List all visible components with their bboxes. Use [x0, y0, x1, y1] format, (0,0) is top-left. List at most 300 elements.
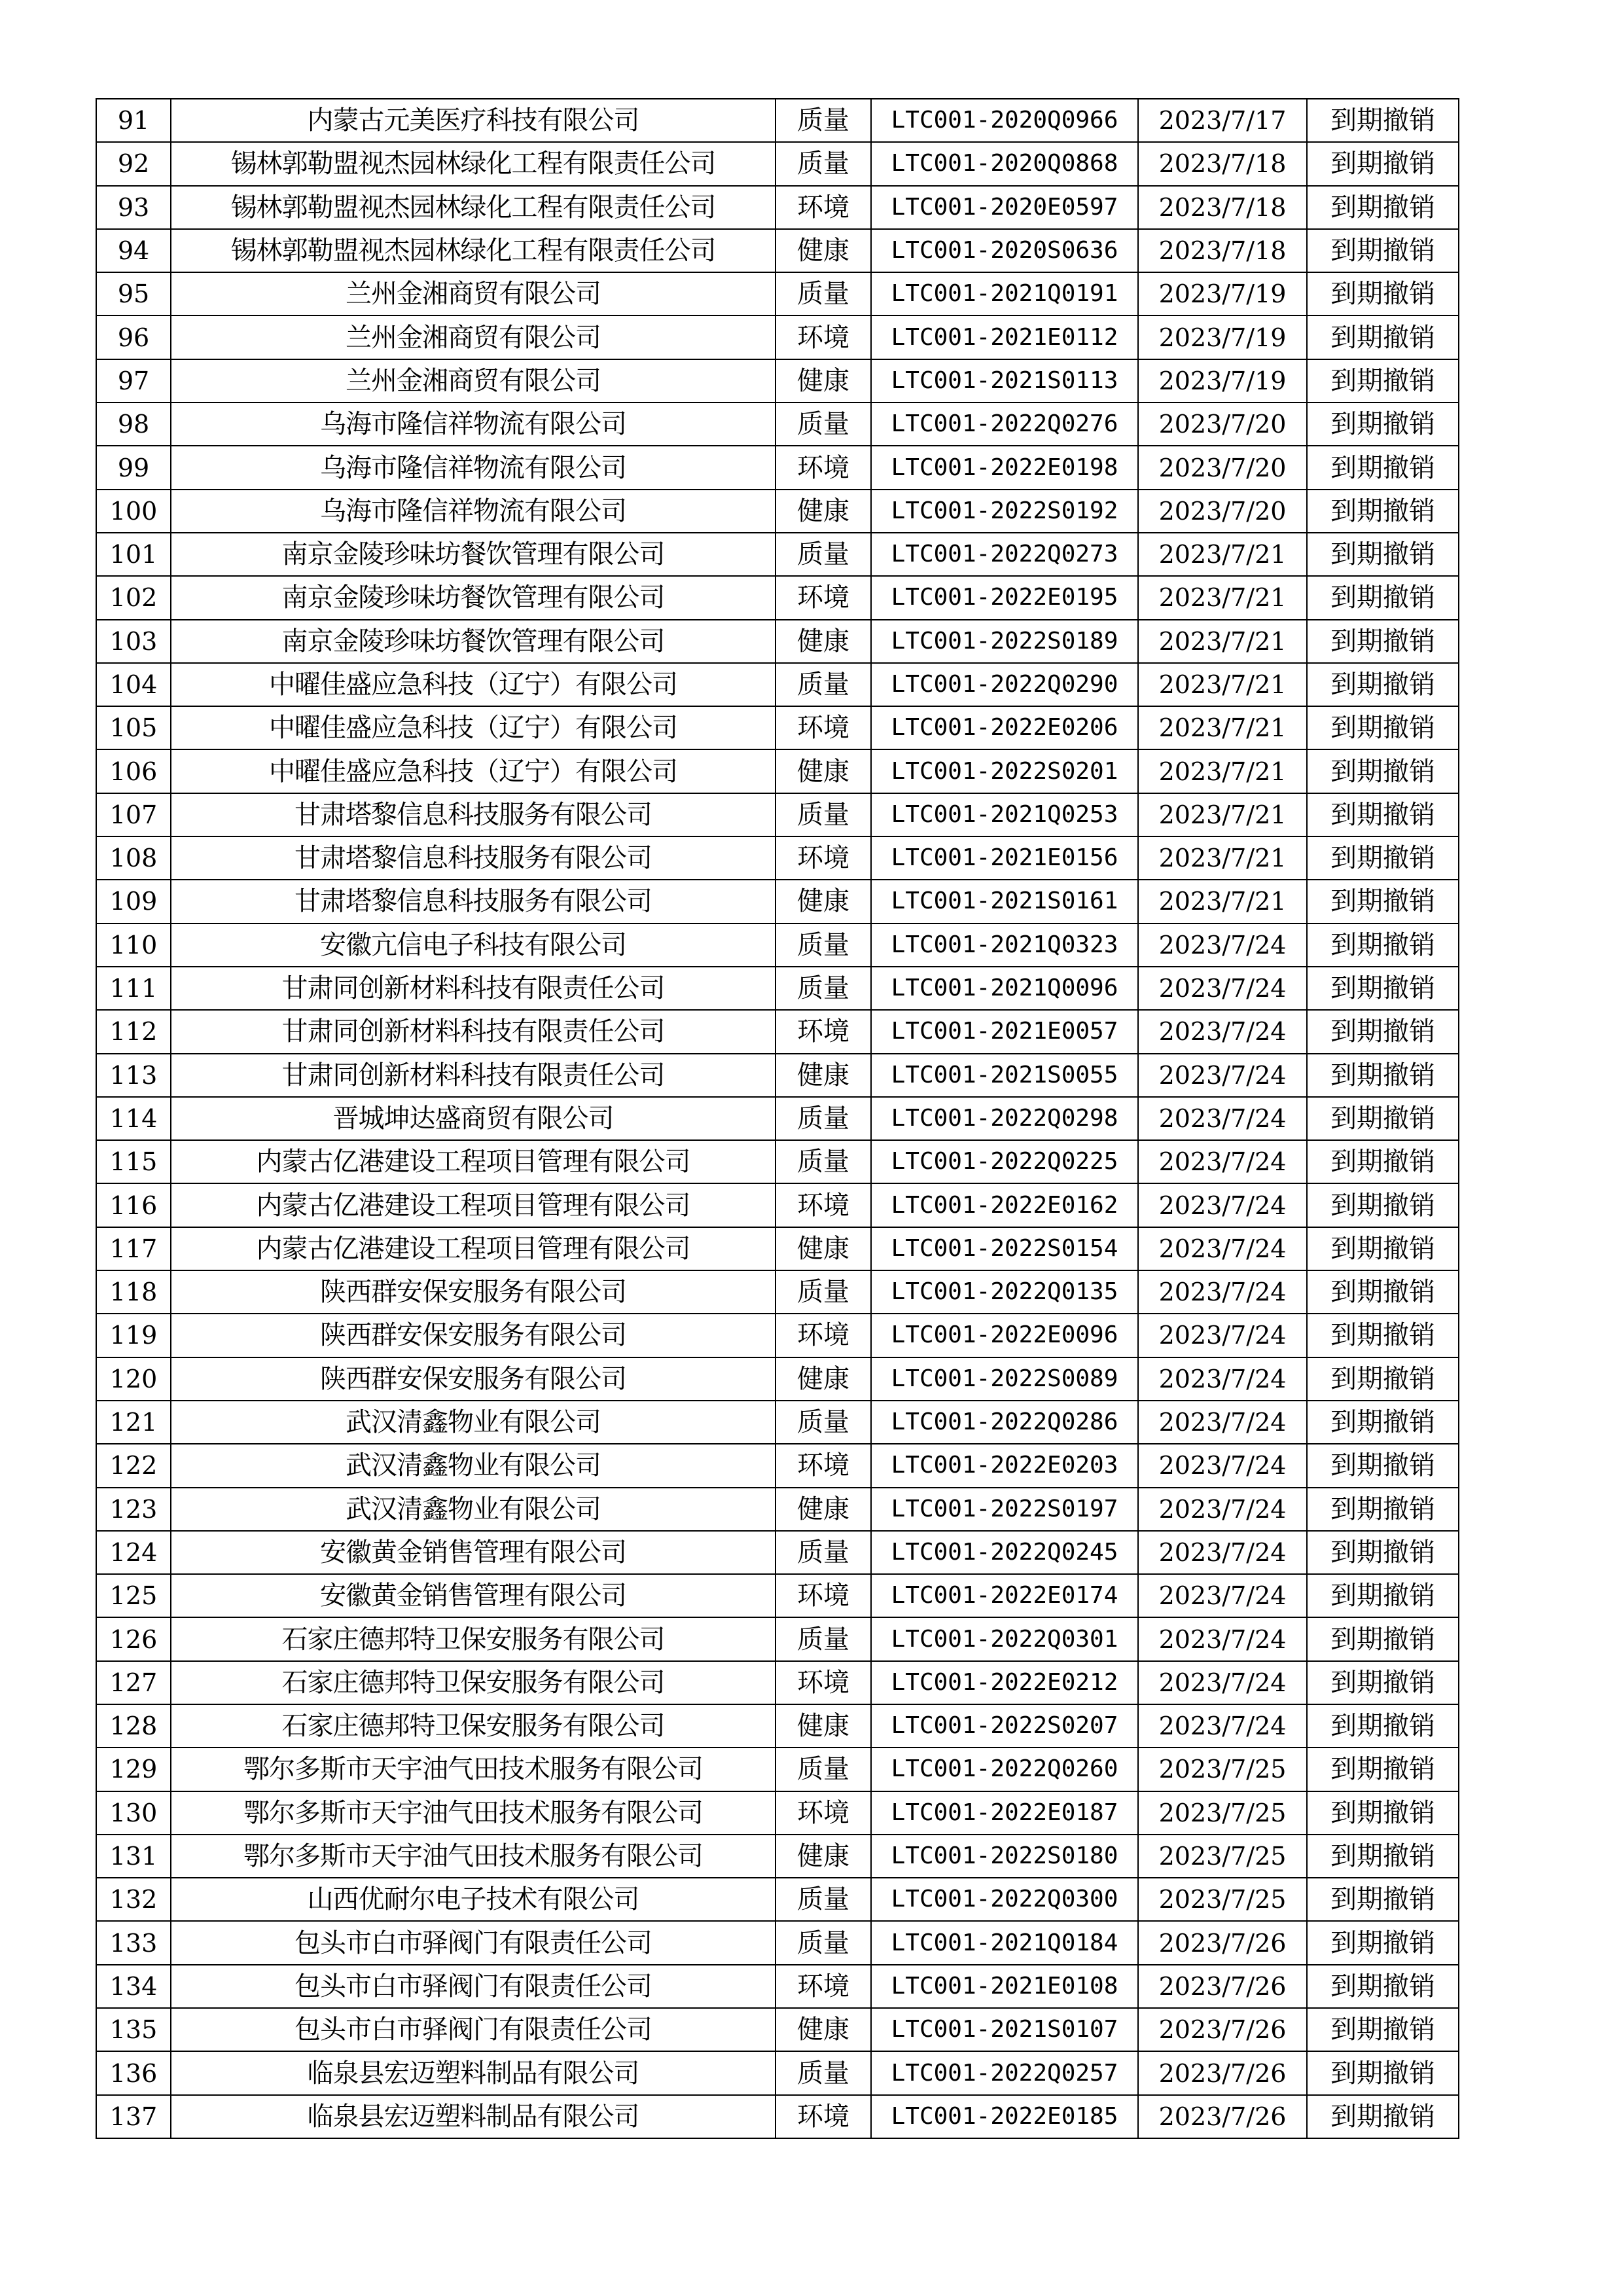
certificate-number: LTC001-2022E0198	[871, 446, 1138, 489]
revocation-date: 2023/7/17	[1138, 99, 1307, 142]
cert-status: 到期撤销	[1307, 186, 1459, 229]
table-row	[96, 576, 1459, 619]
revocation-date: 2023/7/25	[1138, 1835, 1307, 1878]
cert-status: 到期撤销	[1307, 1921, 1459, 1964]
cert-status: 到期撤销	[1307, 142, 1459, 185]
certificate-number: LTC001-2021E0108	[871, 1965, 1138, 2008]
revocation-date: 2023/7/26	[1138, 2095, 1307, 2138]
certificate-number: LTC001-2021E0057	[871, 1010, 1138, 1053]
revocation-date: 2023/7/21	[1138, 576, 1307, 619]
company-name: 兰州金湘商贸有限公司	[171, 359, 776, 403]
certificate-number: LTC001-2021E0112	[871, 315, 1138, 359]
company-name: 晋城坤达盛商贸有限公司	[171, 1097, 776, 1140]
cert-status: 到期撤销	[1307, 1054, 1459, 1097]
revocation-date: 2023/7/24	[1138, 1401, 1307, 1444]
cert-type: 健康	[776, 1488, 871, 1531]
cert-status: 到期撤销	[1307, 229, 1459, 272]
cert-type: 质量	[776, 1531, 871, 1574]
revocation-date: 2023/7/21	[1138, 880, 1307, 923]
table-row	[96, 490, 1459, 533]
table-row	[96, 403, 1459, 446]
company-name: 包头市白市驿阀门有限责任公司	[171, 1965, 776, 2008]
revocation-date: 2023/7/25	[1138, 1791, 1307, 1835]
company-name: 中曜佳盛应急科技（辽宁）有限公司	[171, 749, 776, 793]
revocation-date: 2023/7/26	[1138, 1921, 1307, 1964]
company-name: 中曜佳盛应急科技（辽宁）有限公司	[171, 706, 776, 749]
certificate-table	[96, 98, 1459, 2139]
certificate-number: LTC001-2022E0187	[871, 1791, 1138, 1835]
table-row	[96, 1488, 1459, 1531]
cert-type: 质量	[776, 403, 871, 446]
revocation-date: 2023/7/24	[1138, 1314, 1307, 1357]
row-number: 131	[96, 1835, 171, 1878]
certificate-number: LTC001-2022Q0290	[871, 663, 1138, 706]
revocation-date: 2023/7/20	[1138, 403, 1307, 446]
revocation-date: 2023/7/24	[1138, 1531, 1307, 1574]
row-number: 103	[96, 620, 171, 663]
cert-status: 到期撤销	[1307, 967, 1459, 1010]
table-row	[96, 1097, 1459, 1140]
company-name: 内蒙古亿港建设工程项目管理有限公司	[171, 1140, 776, 1183]
revocation-date: 2023/7/19	[1138, 315, 1307, 359]
cert-type: 环境	[776, 315, 871, 359]
cert-type: 质量	[776, 1748, 871, 1791]
row-number: 112	[96, 1010, 171, 1053]
revocation-date: 2023/7/24	[1138, 1574, 1307, 1617]
row-number: 91	[96, 99, 171, 142]
certificate-number: LTC001-2022Q0298	[871, 1097, 1138, 1140]
cert-type: 质量	[776, 1921, 871, 1964]
certificate-number: LTC001-2021Q0191	[871, 272, 1138, 315]
cert-type: 环境	[776, 186, 871, 229]
cert-type: 环境	[776, 836, 871, 880]
certificate-number: LTC001-2022E0195	[871, 576, 1138, 619]
company-name: 陕西群安保安服务有限公司	[171, 1357, 776, 1401]
certificate-number: LTC001-2022Q0300	[871, 1878, 1138, 1921]
cert-type: 环境	[776, 2095, 871, 2138]
revocation-date: 2023/7/26	[1138, 2008, 1307, 2051]
cert-status: 到期撤销	[1307, 1531, 1459, 1574]
cert-type: 环境	[776, 576, 871, 619]
table-row	[96, 1010, 1459, 1053]
cert-status: 到期撤销	[1307, 1661, 1459, 1704]
table-row	[96, 2095, 1459, 2138]
revocation-date: 2023/7/18	[1138, 229, 1307, 272]
certificate-number: LTC001-2021S0107	[871, 2008, 1138, 2051]
certificate-number: LTC001-2022Q0260	[871, 1748, 1138, 1791]
certificate-number: LTC001-2022S0089	[871, 1357, 1138, 1401]
certificate-number: LTC001-2020Q0966	[871, 99, 1138, 142]
row-number: 130	[96, 1791, 171, 1835]
revocation-date: 2023/7/24	[1138, 1357, 1307, 1401]
certificate-number: LTC001-2022Q0286	[871, 1401, 1138, 1444]
company-name: 内蒙古亿港建设工程项目管理有限公司	[171, 1227, 776, 1270]
cert-type: 质量	[776, 142, 871, 185]
certificate-number: LTC001-2022E0206	[871, 706, 1138, 749]
table-row	[96, 663, 1459, 706]
company-name: 临泉县宏迈塑料制品有限公司	[171, 2051, 776, 2094]
company-name: 南京金陵珍味坊餐饮管理有限公司	[171, 576, 776, 619]
revocation-date: 2023/7/24	[1138, 1661, 1307, 1704]
cert-type: 质量	[776, 99, 871, 142]
cert-type: 质量	[776, 2051, 871, 2094]
table-row	[96, 1704, 1459, 1748]
row-number: 95	[96, 272, 171, 315]
row-number: 106	[96, 749, 171, 793]
certificate-number: LTC001-2021Q0323	[871, 924, 1138, 967]
table-row	[96, 1965, 1459, 2008]
certificate-number: LTC001-2022S0207	[871, 1704, 1138, 1748]
certificate-number: LTC001-2022Q0257	[871, 2051, 1138, 2094]
certificate-number: LTC001-2022E0096	[871, 1314, 1138, 1357]
row-number: 127	[96, 1661, 171, 1704]
table-row	[96, 1270, 1459, 1314]
company-name: 兰州金湘商贸有限公司	[171, 315, 776, 359]
row-number: 134	[96, 1965, 171, 2008]
revocation-date: 2023/7/21	[1138, 533, 1307, 576]
row-number: 123	[96, 1488, 171, 1531]
table-row	[96, 924, 1459, 967]
certificate-number: LTC001-2022S0192	[871, 490, 1138, 533]
cert-type: 环境	[776, 1791, 871, 1835]
revocation-date: 2023/7/19	[1138, 272, 1307, 315]
row-number: 99	[96, 446, 171, 489]
cert-status: 到期撤销	[1307, 1488, 1459, 1531]
cert-status: 到期撤销	[1307, 1270, 1459, 1314]
cert-status: 到期撤销	[1307, 533, 1459, 576]
revocation-date: 2023/7/18	[1138, 186, 1307, 229]
certificate-number: LTC001-2021Q0184	[871, 1921, 1138, 1964]
row-number: 108	[96, 836, 171, 880]
table-row	[96, 1921, 1459, 1964]
row-number: 94	[96, 229, 171, 272]
cert-type: 健康	[776, 749, 871, 793]
cert-type: 质量	[776, 1140, 871, 1183]
row-number: 97	[96, 359, 171, 403]
revocation-date: 2023/7/21	[1138, 836, 1307, 880]
cert-status: 到期撤销	[1307, 1878, 1459, 1921]
revocation-date: 2023/7/24	[1138, 1140, 1307, 1183]
company-name: 锡林郭勒盟视杰园林绿化工程有限责任公司	[171, 186, 776, 229]
cert-status: 到期撤销	[1307, 1574, 1459, 1617]
row-number: 117	[96, 1227, 171, 1270]
cert-status: 到期撤销	[1307, 359, 1459, 403]
row-number: 135	[96, 2008, 171, 2051]
company-name: 包头市白市驿阀门有限责任公司	[171, 2008, 776, 2051]
certificate-number: LTC001-2021S0161	[871, 880, 1138, 923]
company-name: 甘肃塔黎信息科技服务有限公司	[171, 880, 776, 923]
revocation-date: 2023/7/20	[1138, 490, 1307, 533]
row-number: 109	[96, 880, 171, 923]
company-name: 武汉清鑫物业有限公司	[171, 1444, 776, 1487]
table-row	[96, 1878, 1459, 1921]
row-number: 105	[96, 706, 171, 749]
cert-status: 到期撤销	[1307, 1183, 1459, 1227]
cert-status: 到期撤销	[1307, 576, 1459, 619]
company-name: 南京金陵珍味坊餐饮管理有限公司	[171, 620, 776, 663]
cert-type: 质量	[776, 663, 871, 706]
cert-type: 质量	[776, 1401, 871, 1444]
certificate-number: LTC001-2022Q0135	[871, 1270, 1138, 1314]
row-number: 114	[96, 1097, 171, 1140]
certificate-number: LTC001-2021S0113	[871, 359, 1138, 403]
row-number: 93	[96, 186, 171, 229]
row-number: 121	[96, 1401, 171, 1444]
cert-status: 到期撤销	[1307, 1617, 1459, 1660]
cert-status: 到期撤销	[1307, 1704, 1459, 1748]
company-name: 南京金陵珍味坊餐饮管理有限公司	[171, 533, 776, 576]
revocation-date: 2023/7/24	[1138, 1704, 1307, 1748]
certificate-number: LTC001-2022E0212	[871, 1661, 1138, 1704]
row-number: 107	[96, 793, 171, 836]
revocation-date: 2023/7/19	[1138, 359, 1307, 403]
revocation-date: 2023/7/24	[1138, 1183, 1307, 1227]
cert-status: 到期撤销	[1307, 1444, 1459, 1487]
revocation-date: 2023/7/21	[1138, 706, 1307, 749]
table-row	[96, 1357, 1459, 1401]
table-row	[96, 1661, 1459, 1704]
certificate-number: LTC001-2020S0636	[871, 229, 1138, 272]
cert-status: 到期撤销	[1307, 2095, 1459, 2138]
row-number: 124	[96, 1531, 171, 1574]
row-number: 132	[96, 1878, 171, 1921]
table-row	[96, 99, 1459, 142]
revocation-date: 2023/7/24	[1138, 1270, 1307, 1314]
row-number: 113	[96, 1054, 171, 1097]
cert-type: 健康	[776, 620, 871, 663]
cert-status: 到期撤销	[1307, 880, 1459, 923]
row-number: 96	[96, 315, 171, 359]
revocation-date: 2023/7/25	[1138, 1878, 1307, 1921]
company-name: 武汉清鑫物业有限公司	[171, 1401, 776, 1444]
table-row	[96, 229, 1459, 272]
row-number: 129	[96, 1748, 171, 1791]
row-number: 125	[96, 1574, 171, 1617]
cert-type: 环境	[776, 1965, 871, 2008]
company-name: 包头市白市驿阀门有限责任公司	[171, 1921, 776, 1964]
cert-status: 到期撤销	[1307, 2051, 1459, 2094]
cert-status: 到期撤销	[1307, 315, 1459, 359]
revocation-date: 2023/7/24	[1138, 1617, 1307, 1660]
cert-type: 健康	[776, 1704, 871, 1748]
table-row	[96, 1617, 1459, 1660]
table-row	[96, 315, 1459, 359]
certificate-number: LTC001-2022S0201	[871, 749, 1138, 793]
table-row	[96, 1531, 1459, 1574]
company-name: 安徽亢信电子科技有限公司	[171, 924, 776, 967]
certificate-number: LTC001-2022S0197	[871, 1488, 1138, 1531]
row-number: 128	[96, 1704, 171, 1748]
row-number: 98	[96, 403, 171, 446]
certificate-number: LTC001-2022Q0225	[871, 1140, 1138, 1183]
table-row	[96, 359, 1459, 403]
revocation-date: 2023/7/21	[1138, 749, 1307, 793]
row-number: 119	[96, 1314, 171, 1357]
revocation-date: 2023/7/24	[1138, 1010, 1307, 1053]
row-number: 110	[96, 924, 171, 967]
company-name: 鄂尔多斯市天宇油气田技术服务有限公司	[171, 1791, 776, 1835]
company-name: 甘肃同创新材料科技有限责任公司	[171, 967, 776, 1010]
revocation-date: 2023/7/26	[1138, 1965, 1307, 2008]
cert-type: 环境	[776, 1574, 871, 1617]
cert-type: 质量	[776, 1270, 871, 1314]
company-name: 中曜佳盛应急科技（辽宁）有限公司	[171, 663, 776, 706]
cert-type: 健康	[776, 1357, 871, 1401]
certificate-number: LTC001-2022E0174	[871, 1574, 1138, 1617]
certificate-rows	[96, 99, 1459, 2138]
cert-type: 质量	[776, 1097, 871, 1140]
row-number: 115	[96, 1140, 171, 1183]
cert-status: 到期撤销	[1307, 1010, 1459, 1053]
cert-type: 环境	[776, 1010, 871, 1053]
revocation-date: 2023/7/24	[1138, 924, 1307, 967]
table-row	[96, 880, 1459, 923]
cert-type: 健康	[776, 1835, 871, 1878]
table-row	[96, 1314, 1459, 1357]
cert-type: 环境	[776, 446, 871, 489]
cert-status: 到期撤销	[1307, 2008, 1459, 2051]
certificate-number: LTC001-2021E0156	[871, 836, 1138, 880]
certificate-number: LTC001-2020E0597	[871, 186, 1138, 229]
table-row	[96, 1748, 1459, 1791]
revocation-date: 2023/7/26	[1138, 2051, 1307, 2094]
company-name: 甘肃塔黎信息科技服务有限公司	[171, 793, 776, 836]
company-name: 安徽黄金销售管理有限公司	[171, 1574, 776, 1617]
row-number: 111	[96, 967, 171, 1010]
row-number: 116	[96, 1183, 171, 1227]
table-row	[96, 1401, 1459, 1444]
cert-status: 到期撤销	[1307, 1835, 1459, 1878]
revocation-date: 2023/7/24	[1138, 1097, 1307, 1140]
company-name: 石家庄德邦特卫保安服务有限公司	[171, 1704, 776, 1748]
company-name: 陕西群安保安服务有限公司	[171, 1270, 776, 1314]
table-row	[96, 836, 1459, 880]
cert-status: 到期撤销	[1307, 793, 1459, 836]
row-number: 118	[96, 1270, 171, 1314]
cert-status: 到期撤销	[1307, 403, 1459, 446]
company-name: 甘肃同创新材料科技有限责任公司	[171, 1054, 776, 1097]
revocation-date: 2023/7/21	[1138, 793, 1307, 836]
cert-status: 到期撤销	[1307, 272, 1459, 315]
row-number: 120	[96, 1357, 171, 1401]
row-number: 102	[96, 576, 171, 619]
table-row	[96, 620, 1459, 663]
company-name: 武汉清鑫物业有限公司	[171, 1488, 776, 1531]
row-number: 126	[96, 1617, 171, 1660]
certificate-number: LTC001-2021S0055	[871, 1054, 1138, 1097]
certificate-number: LTC001-2021Q0096	[871, 967, 1138, 1010]
company-name: 内蒙古元美医疗科技有限公司	[171, 99, 776, 142]
cert-type: 质量	[776, 967, 871, 1010]
cert-type: 质量	[776, 1617, 871, 1660]
revocation-date: 2023/7/24	[1138, 1444, 1307, 1487]
company-name: 鄂尔多斯市天宇油气田技术服务有限公司	[171, 1748, 776, 1791]
revocation-date: 2023/7/21	[1138, 663, 1307, 706]
certificate-number: LTC001-2022S0154	[871, 1227, 1138, 1270]
cert-status: 到期撤销	[1307, 1097, 1459, 1140]
company-name: 甘肃塔黎信息科技服务有限公司	[171, 836, 776, 880]
cert-status: 到期撤销	[1307, 1357, 1459, 1401]
certificate-number: LTC001-2022Q0301	[871, 1617, 1138, 1660]
company-name: 锡林郭勒盟视杰园林绿化工程有限责任公司	[171, 142, 776, 185]
cert-type: 健康	[776, 490, 871, 533]
revocation-date: 2023/7/24	[1138, 1227, 1307, 1270]
row-number: 100	[96, 490, 171, 533]
cert-type: 质量	[776, 533, 871, 576]
table-row	[96, 1574, 1459, 1617]
revocation-date: 2023/7/25	[1138, 1748, 1307, 1791]
cert-type: 环境	[776, 1314, 871, 1357]
table-row	[96, 2051, 1459, 2094]
company-name: 鄂尔多斯市天宇油气田技术服务有限公司	[171, 1835, 776, 1878]
company-name: 山西优耐尔电子技术有限公司	[171, 1878, 776, 1921]
cert-type: 质量	[776, 272, 871, 315]
row-number: 137	[96, 2095, 171, 2138]
table-row	[96, 142, 1459, 185]
cert-status: 到期撤销	[1307, 1314, 1459, 1357]
cert-status: 到期撤销	[1307, 620, 1459, 663]
company-name: 甘肃同创新材料科技有限责任公司	[171, 1010, 776, 1053]
cert-status: 到期撤销	[1307, 836, 1459, 880]
cert-status: 到期撤销	[1307, 99, 1459, 142]
company-name: 临泉县宏迈塑料制品有限公司	[171, 2095, 776, 2138]
company-name: 安徽黄金销售管理有限公司	[171, 1531, 776, 1574]
cert-type: 健康	[776, 1227, 871, 1270]
cert-status: 到期撤销	[1307, 749, 1459, 793]
cert-type: 环境	[776, 1661, 871, 1704]
cert-type: 质量	[776, 1878, 871, 1921]
table-row	[96, 446, 1459, 489]
certificate-number: LTC001-2020Q0868	[871, 142, 1138, 185]
company-name: 石家庄德邦特卫保安服务有限公司	[171, 1617, 776, 1660]
certificate-number: LTC001-2022E0203	[871, 1444, 1138, 1487]
row-number: 136	[96, 2051, 171, 2094]
certificate-number: LTC001-2022E0185	[871, 2095, 1138, 2138]
cert-type: 环境	[776, 1444, 871, 1487]
certificate-number: LTC001-2022Q0245	[871, 1531, 1138, 1574]
table-row	[96, 1140, 1459, 1183]
table-row	[96, 1183, 1459, 1227]
certificate-number: LTC001-2022S0189	[871, 620, 1138, 663]
cert-type: 质量	[776, 793, 871, 836]
certificate-number: LTC001-2022E0162	[871, 1183, 1138, 1227]
table-row	[96, 1054, 1459, 1097]
cert-type: 健康	[776, 880, 871, 923]
cert-status: 到期撤销	[1307, 1965, 1459, 2008]
company-name: 石家庄德邦特卫保安服务有限公司	[171, 1661, 776, 1704]
company-name: 兰州金湘商贸有限公司	[171, 272, 776, 315]
company-name: 陕西群安保安服务有限公司	[171, 1314, 776, 1357]
table-row	[96, 1227, 1459, 1270]
table-row	[96, 1835, 1459, 1878]
cert-type: 健康	[776, 359, 871, 403]
revocation-date: 2023/7/24	[1138, 967, 1307, 1010]
cert-status: 到期撤销	[1307, 1227, 1459, 1270]
row-number: 122	[96, 1444, 171, 1487]
revocation-date: 2023/7/24	[1138, 1054, 1307, 1097]
row-number: 133	[96, 1921, 171, 1964]
table-row	[96, 186, 1459, 229]
row-number: 92	[96, 142, 171, 185]
row-number: 101	[96, 533, 171, 576]
cert-status: 到期撤销	[1307, 1401, 1459, 1444]
certificate-number: LTC001-2022S0180	[871, 1835, 1138, 1878]
cert-type: 质量	[776, 924, 871, 967]
revocation-date: 2023/7/24	[1138, 1488, 1307, 1531]
cert-status: 到期撤销	[1307, 1140, 1459, 1183]
revocation-date: 2023/7/20	[1138, 446, 1307, 489]
table-row	[96, 793, 1459, 836]
